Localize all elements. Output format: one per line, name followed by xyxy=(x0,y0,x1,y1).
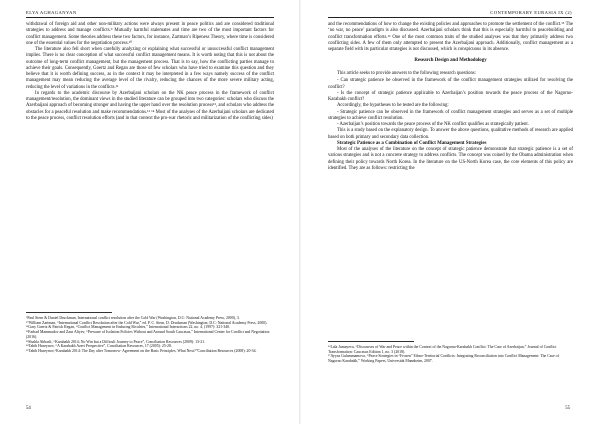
footnote-12: ¹²Farhad Mammadov and Zaur Aliyev, “Pressure of Isolation Policies Without and Around South Caucasus,” International Center for Conflict and Negotiation (2016). xyxy=(26,330,270,339)
footnote-9: ⁹Paul Stern & Daniel Druckman, International conflict resolution after the Cold War (Washington, D.C: National Academy Press, 2000), 3. xyxy=(26,316,240,320)
footnote-11: ¹¹Gary Goertz & Patrick Regan, “Conflict Management in Enduring Rivalries,” International Interactions 22, no. 4, (1997): 321-340. xyxy=(26,325,231,330)
subsection-heading-strategic-patience: Strategic Patience as a Combination of Conflict Management Strategies xyxy=(337,140,487,146)
method-paragraph-1: This article seeks to provide answers to the following research questions: xyxy=(337,70,477,76)
footnote-14: ¹⁴Tabib Huseynov, “A Karabakh Azeri Perspective”, Conciliation Resources, 17 (2005): 25-28. xyxy=(26,344,172,349)
left-body-text xyxy=(26,22,274,122)
footnote-13: ¹³Shahla Abbasli, “Karabakh 2014; No Win but a Difficult Journey to Peace”, Conciliation Resources (2009): 13-21. xyxy=(26,339,205,344)
right-intro-paragraph: and the recommendations of how to change the existing policies and approaches to promote the settlement of the conflict.¹⁵ The ‘no war, no peace’ paradigm is also discussed. Azerbaijani scholars think that this is especially harmful to peacebuilding and conflict transformation efforts.¹⁶ One of the most common traits of the studied analyses was that they primarily address two conflicting sides. A few of them only attempted to present the Azerbaijani approach. Additionally, conflict management as a separate field with its particular strategies is not discussed, which is conspicuous in its absence. xyxy=(328,22,573,52)
right-header-rule xyxy=(328,17,572,18)
method-paragraph-6: - Azerbaijan’s position towards the peace process of the NK conflict qualifies as strategically patient. xyxy=(337,122,529,128)
right-page-number: 55 xyxy=(565,406,570,411)
left-running-head: ELYA AGHAGANYAN xyxy=(26,10,77,15)
right-footnote-rule xyxy=(328,341,414,342)
footnote-17: ¹⁷Ayyaz Gulammamova, “Peace Strategies in “Frozen” Ethno-Territorial Conflicts: Integrating Reconciliation into Conflict Management: The Case of Nagorno Karabakh,” Working Papers, Universität Mannheim, 2007. xyxy=(328,354,559,364)
right-running-head: CONTEMPORARY EURASIA IX (2) xyxy=(490,10,572,15)
left-footnote-rule xyxy=(26,312,112,313)
right-page xyxy=(300,0,600,424)
method-paragraph-5: - Strategic patience can be observed in the framework of conflict management strategies and serves as a set of multiple strategies to achieve conflict resolution. xyxy=(328,109,573,121)
left-header-rule xyxy=(26,17,274,18)
left-footnotes xyxy=(26,312,274,354)
footnote-10: ¹⁰William Zartman, “International Conflict Resolution after the Cold War,” ed. P. C. Stern, D. Druckman (Washington, D.C: National Academy Press, 2000). xyxy=(26,320,268,325)
right-closing-paragraph: Most of the analyses of the literature on the concept of strategic patience demonstrate that strategic patience is a set of various strategies and is not a concrete strategy to address conflicts. The concept was coined by the Obama administration when defining their policy towards North Korea. In the literature on the US-North Korea case, the core elements of this policy are identified. They are as follows: restricting the xyxy=(328,147,573,171)
right-footnotes xyxy=(328,341,573,364)
right-body-text xyxy=(328,22,573,172)
left-paragraph-2: The literature also fell short when carefully analyzing or explaining what successful or unsuccessful conflict management implies. There is no clear conception of what successful conflict management means. It is worth noting that this is not about the outcome of long-term conflict management, but the management process. That is to say, how the conflicting parties manage to achieve their goals. Consequently, Goertz and Regan are those of few scholars who have tried to examine this question and they believe that it is worth defining success, as in the context it may be interpreted in a few ways namely success of the conflict management may mean reducing the average level of the rivalry, reducing the chances of the more severe military acting, reducing the level of variations in the conflicts.¹¹ xyxy=(26,47,274,90)
method-paragraph-2: - Can strategic patience be observed in the framework of the conflict management strategies utilized for resolving the conflict? xyxy=(328,78,573,90)
footnote-16: ¹⁶Lala Jumayeva, “Discourses of War and Peace within the Context of the Nagorno-Karabakh Conflict: The Case of Azerbaijan,” Journal of Conflict Transformation: Caucasus Edition 1, no. 3 (2018). xyxy=(328,345,557,354)
left-paragraph-1: withdrawal of foreign aid and other non-military actions were always present in peace politics and are considered traditional strategies to address and manage conflicts.⁹ Mutually harmful stalemates and time are two of the most important factors for conflict management. Some theories address these two factors, for instance, Zartman’s Ripeness Theory, where time is considered one of the essential values for the negotiation process.¹⁰ xyxy=(26,22,274,46)
left-paragraph-3: In regards to the academic discourse by Azerbaijani scholars on the NK peace process in the framework of conflict management/resolution, the dominant views in the studied literature can be grouped into two categories: scholars who discuss the Azerbaijani approach of becoming stronger and having the upper hand over the resolution process¹², and scholars who address the obstacles for a peaceful resolution and make recommendations.¹³ ¹⁴ Most of the analyses of the Azerbaijani scholars are dedicated to the peace process, conflict resolution efforts (and in that context the pro-war rhetoric and militarization of the conflicting sides) xyxy=(26,90,274,121)
footnote-15: ¹⁵Tabib Huseynov,“Karabakh 2014: The Day after Tomorrow- Agreement on the Basic Principles, What Next?”Conciliation Resources (2008): 20-34. xyxy=(26,348,257,353)
left-page-number: 54 xyxy=(26,406,31,411)
section-heading-methodology: Research Design and Methodology xyxy=(414,58,487,64)
method-paragraph-7: This is a study based on the explanatory design. To answer the above questions, qualitative methods of research are applied based on both primary and secondary data collection. xyxy=(328,128,573,140)
method-paragraph-4: Accordingly, the hypotheses to be tested are the following: xyxy=(337,103,449,109)
method-paragraph-3: - Is the concept of strategic patience applicable to Azerbaijan’s position towards the peace process of the Nagorno-Karabakh conflict? xyxy=(328,90,573,103)
